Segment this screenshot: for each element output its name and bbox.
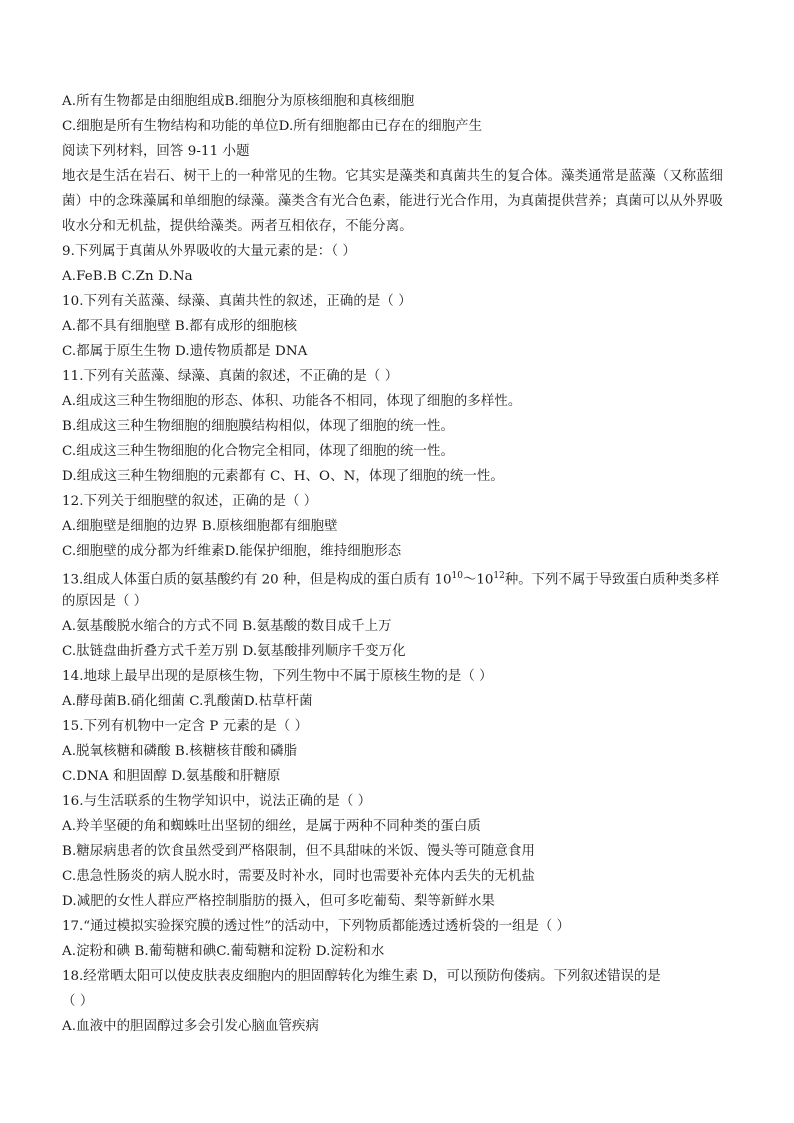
question-12: 12.下列关于细胞壁的叙述，正确的是（ ） (62, 494, 318, 509)
question-13-options-ab: A.氨基酸脱水缩合的方式不同 B.氨基酸的数目成千上万 (62, 619, 392, 634)
question-11-option-b: B.组成这三种生物细胞的细胞膜结构相似，体现了细胞的统一性。 (62, 419, 455, 434)
question-15-options-ab: A.脱氧核糖和磷酸 B.核糖核苷酸和磷脂 (62, 744, 298, 759)
question-17: 17.“通过模拟实验探究膜的透过性”的活动中，下列物质都能透过透析袋的一组是（ ） (62, 919, 570, 934)
question-15: 15.下列有机物中一定含 P 元素的是（ ） (62, 719, 309, 734)
question-18-option-a: A.血液中的胆固醇过多会引发心脑血管疾病 (62, 1019, 319, 1034)
question-11: 11.下列有关蓝藻、绿藻、真菌的叙述，不正确的是（ ） (62, 369, 399, 384)
question-13-options-cd: C.肽链盘曲折叠方式千差万别 D.氨基酸排列顺序千变万化 (62, 644, 406, 659)
question-11-option-c: C.组成这三种生物细胞的化合物完全相同，体现了细胞的统一性。 (62, 444, 454, 459)
question-18-line-2: （ ） (62, 994, 94, 1009)
question-13-exponent-1: 10 (451, 571, 463, 581)
q8-options-ab: A.所有生物都是由细胞组成B.细胞分为原核细胞和真核细胞 (62, 94, 415, 109)
question-13 (62, 564, 734, 589)
question-16: 16.与生活联系的生物学知识中，说法正确的是（ ） (62, 794, 372, 809)
question-13-exponent-2: 12 (493, 571, 505, 581)
question-9: 9.下列属于真菌从外界吸收的大量元素的是：（ ） (62, 244, 356, 259)
question-10-options-cd: C.都属于原生生物 D.遗传物质都是 DNA (62, 344, 308, 359)
question-16-option-a: A.羚羊坚硬的角和蜘蛛吐出坚韧的细丝，是属于两种不同种类的蛋白质 (62, 819, 481, 834)
question-15-options-cd: C.DNA 和胆固醇 D.氨基酸和肝糖原 (62, 769, 281, 784)
question-13-text-end: 种。下列不属于导致蛋白质种类多样 (504, 572, 720, 588)
q8-options-cd: C.细胞是所有生物结构和功能的单位D.所有细胞都由已存在的细胞产生 (62, 119, 483, 134)
document-page (62, 89, 734, 1039)
question-10: 10.下列有关蓝藻、绿藻、真菌共性的叙述，正确的是（ ） (62, 294, 412, 309)
reading-instruction: 阅读下列材料，回答 9-11 小题 (62, 144, 250, 159)
reading-passage: 地衣是生活在岩石、树干上的一种常见的生物。它其实是藻类和真菌共生的复合体。藻类通常是蓝藻（又称蓝细菌）中的念珠藻属和单细胞的绿藻。藻类含有光合色素，能进行光合作用，为真菌提供营养；真菌可以从外界吸收水分和无机盐，提供给藻类。两者互相依存，不能分离。 (62, 169, 724, 234)
question-16-option-d: D.减肥的女性人群应严格控制脂肪的摄入，但可多吃葡萄、梨等新鲜水果 (62, 894, 495, 909)
question-13-line-2: 的原因是（ ） (62, 594, 148, 609)
question-10-options-ab: A.都不具有细胞壁 B.都有成形的细胞核 (62, 319, 298, 334)
question-11-option-d: D.组成这三种生物细胞的元素都有 C、H、O、N，体现了细胞的统一性。 (62, 469, 504, 484)
question-13-prefix: 13.组成人体蛋白质的氨基酸约有 20 种，但是构成的蛋白质有 10 (62, 572, 452, 588)
question-13-range-sep: ～10 (462, 572, 494, 588)
question-14-options: A.酵母菌B.硝化细菌 C.乳酸菌D.枯草杆菌 (62, 694, 313, 709)
question-9-options: A.FeB.B C.Zn D.Na (62, 269, 193, 284)
question-14: 14.地球上最早出现的是原核生物，下列生物中不属于原核生物的是（ ） (62, 669, 493, 684)
question-16-option-c: C.患急性肠炎的病人脱水时，需要及时补水，同时也需要补充体内丢失的无机盐 (62, 869, 535, 884)
question-16-option-b: B.糖尿病患者的饮食虽然受到严格限制，但不具甜味的米饭、馒头等可随意食用 (62, 844, 535, 859)
question-12-options-ab: A.细胞壁是细胞的边界 B.原核细胞都有细胞壁 (62, 519, 338, 534)
question-18: 18.经常晒太阳可以使皮肤表皮细胞内的胆固醇转化为维生素 D，可以预防佝偻病。下列叙述错误的是 (62, 969, 661, 984)
question-12-options-cd: C.细胞壁的成分都为纤维素D.能保护细胞，维持细胞形态 (62, 544, 402, 559)
question-11-option-a: A.组成这三种生物细胞的形态、体积、功能各不相同，体现了细胞的多样性。 (62, 394, 522, 409)
question-17-options: A.淀粉和碘 B.葡萄糖和碘C.葡萄糖和淀粉 D.淀粉和水 (62, 944, 385, 959)
